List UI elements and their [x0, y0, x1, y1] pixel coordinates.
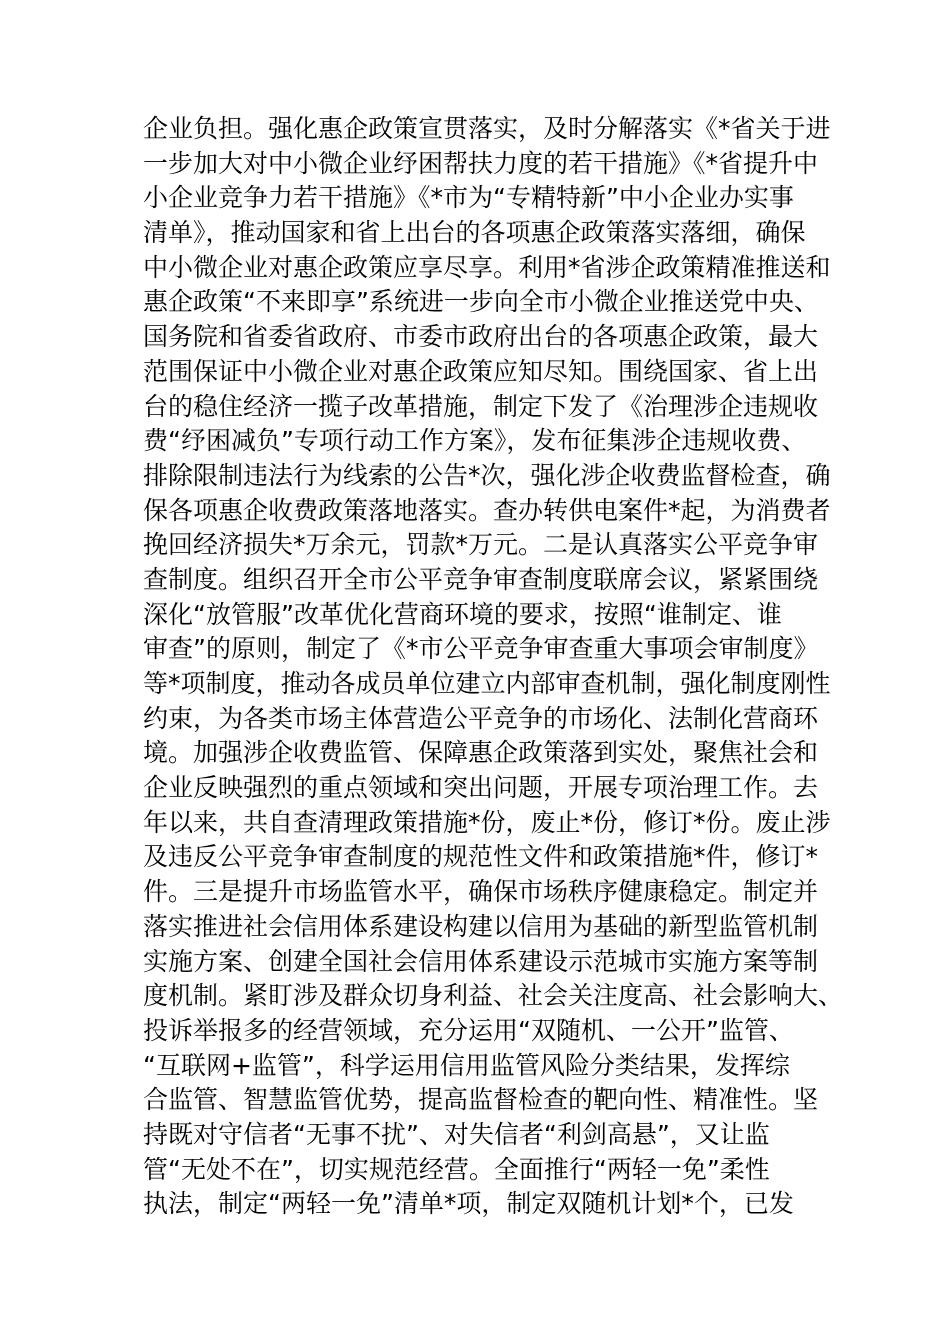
- text-line: 境。加强涉企收费监管、保障惠企政策落到实处，聚焦社会和: [143, 738, 819, 768]
- text-line: 投诉举报多的经营领域，充分运用“双随机、一公开”监管、: [143, 1015, 794, 1045]
- text-line: 查制度。组织召开全市公平竞争审查制度联席会议，紧紧围绕: [143, 564, 819, 594]
- text-line: 清单》，推动国家和省上出台的各项惠企政策落实落细，确保: [143, 218, 806, 248]
- text-line: 持既对守信者“无事不扰”、对失信者“利剑高悬”，又让监: [143, 1119, 770, 1149]
- text-line: 排除限制违法行为线索的公告*次，强化涉企收费监督检查，确: [143, 460, 831, 490]
- text-line: 审查”的原则，制定了《*市公平竞争审查重大事项会审制度》: [143, 634, 819, 664]
- text-line: 实施方案、创建全国社会信用体系建设示范城市实施方案等制: [143, 946, 819, 976]
- text-line: 等*项制度，推动各成员单位建立内部审查机制，强化制度刚性: [143, 669, 831, 698]
- text-line: 执法，制定“两轻一免”清单*项，制定双随机计划*个，已发: [143, 1189, 794, 1219]
- text-line: 约束，为各类市场主体营造公平竞争的市场化、法制化营商环: [143, 703, 819, 733]
- text-line: 深化“放管服”改革优化营商环境的要求，按照“谁制定、谁: [143, 599, 782, 629]
- body-paragraph: [143, 112, 843, 1222]
- text-line: 台的稳住经济一揽子改革措施，制定下发了《治理涉企违规收: [143, 391, 819, 421]
- text-line: 挽回经济损失*万余元，罚款*万元。二是认真落实公平竞争审: [143, 530, 819, 560]
- text-line: 范围保证中小微企业对惠企政策应知尽知。围绕国家、省上出: [143, 356, 819, 386]
- text-line: 保各项惠企收费政策落地落实。查办转供电案件*起，为消费者: [143, 495, 831, 525]
- text-line: 小企业竞争力若干措施》《*市为“专精特新”中小企业办实事: [143, 183, 794, 213]
- text-line: 及违反公平竞争审查制度的规范性文件和政策措施*件，修订*: [143, 842, 819, 872]
- text-line: 落实推进社会信用体系建设构建以信用为基础的新型监管机制: [143, 911, 819, 941]
- text-line: 中小微企业对惠企政策应享尽享。利用*省涉企政策精准推送和: [143, 252, 831, 282]
- text-line: 企业反映强烈的重点领域和突出问题，开展专项治理工作。去: [143, 773, 819, 803]
- text-line: 费“纾困减负”专项行动工作方案》，发布征集涉企违规收费、: [143, 426, 807, 456]
- text-line: 管“无处不在”，切实规范经营。全面推行“两轻一免”柔性: [143, 1154, 770, 1184]
- text-line: 一步加大对中小微企业纾困帮扶力度的若干措施》《*省提升中: [143, 148, 819, 178]
- text-line: 度机制。紧盯涉及群众切身利益、社会关注度高、社会影响大、: [143, 981, 844, 1011]
- text-line: 年以来，共自查清理政策措施*份，废止*份，修订*份。废止涉: [143, 807, 831, 837]
- text-line: 企业负担。强化惠企政策宣贯落实，及时分解落实《*省关于进: [143, 114, 831, 143]
- text-line: 件。三是提升市场监管水平，确保市场秩序健康稳定。制定并: [143, 877, 819, 907]
- text-line: 惠企政策“不来即享”系统进一步向全市小微企业推送党中央、: [143, 287, 819, 317]
- text-line: “互联网+监管”，科学运用信用监管风险分类结果，发挥综: [143, 1050, 790, 1080]
- text-line: 合监管、智慧监管优势，提高监督检查的靶向性、精准性。坚: [143, 1085, 819, 1115]
- text-line: 国务院和省委省政府、市委市政府出台的各项惠企政策，最大: [143, 322, 819, 352]
